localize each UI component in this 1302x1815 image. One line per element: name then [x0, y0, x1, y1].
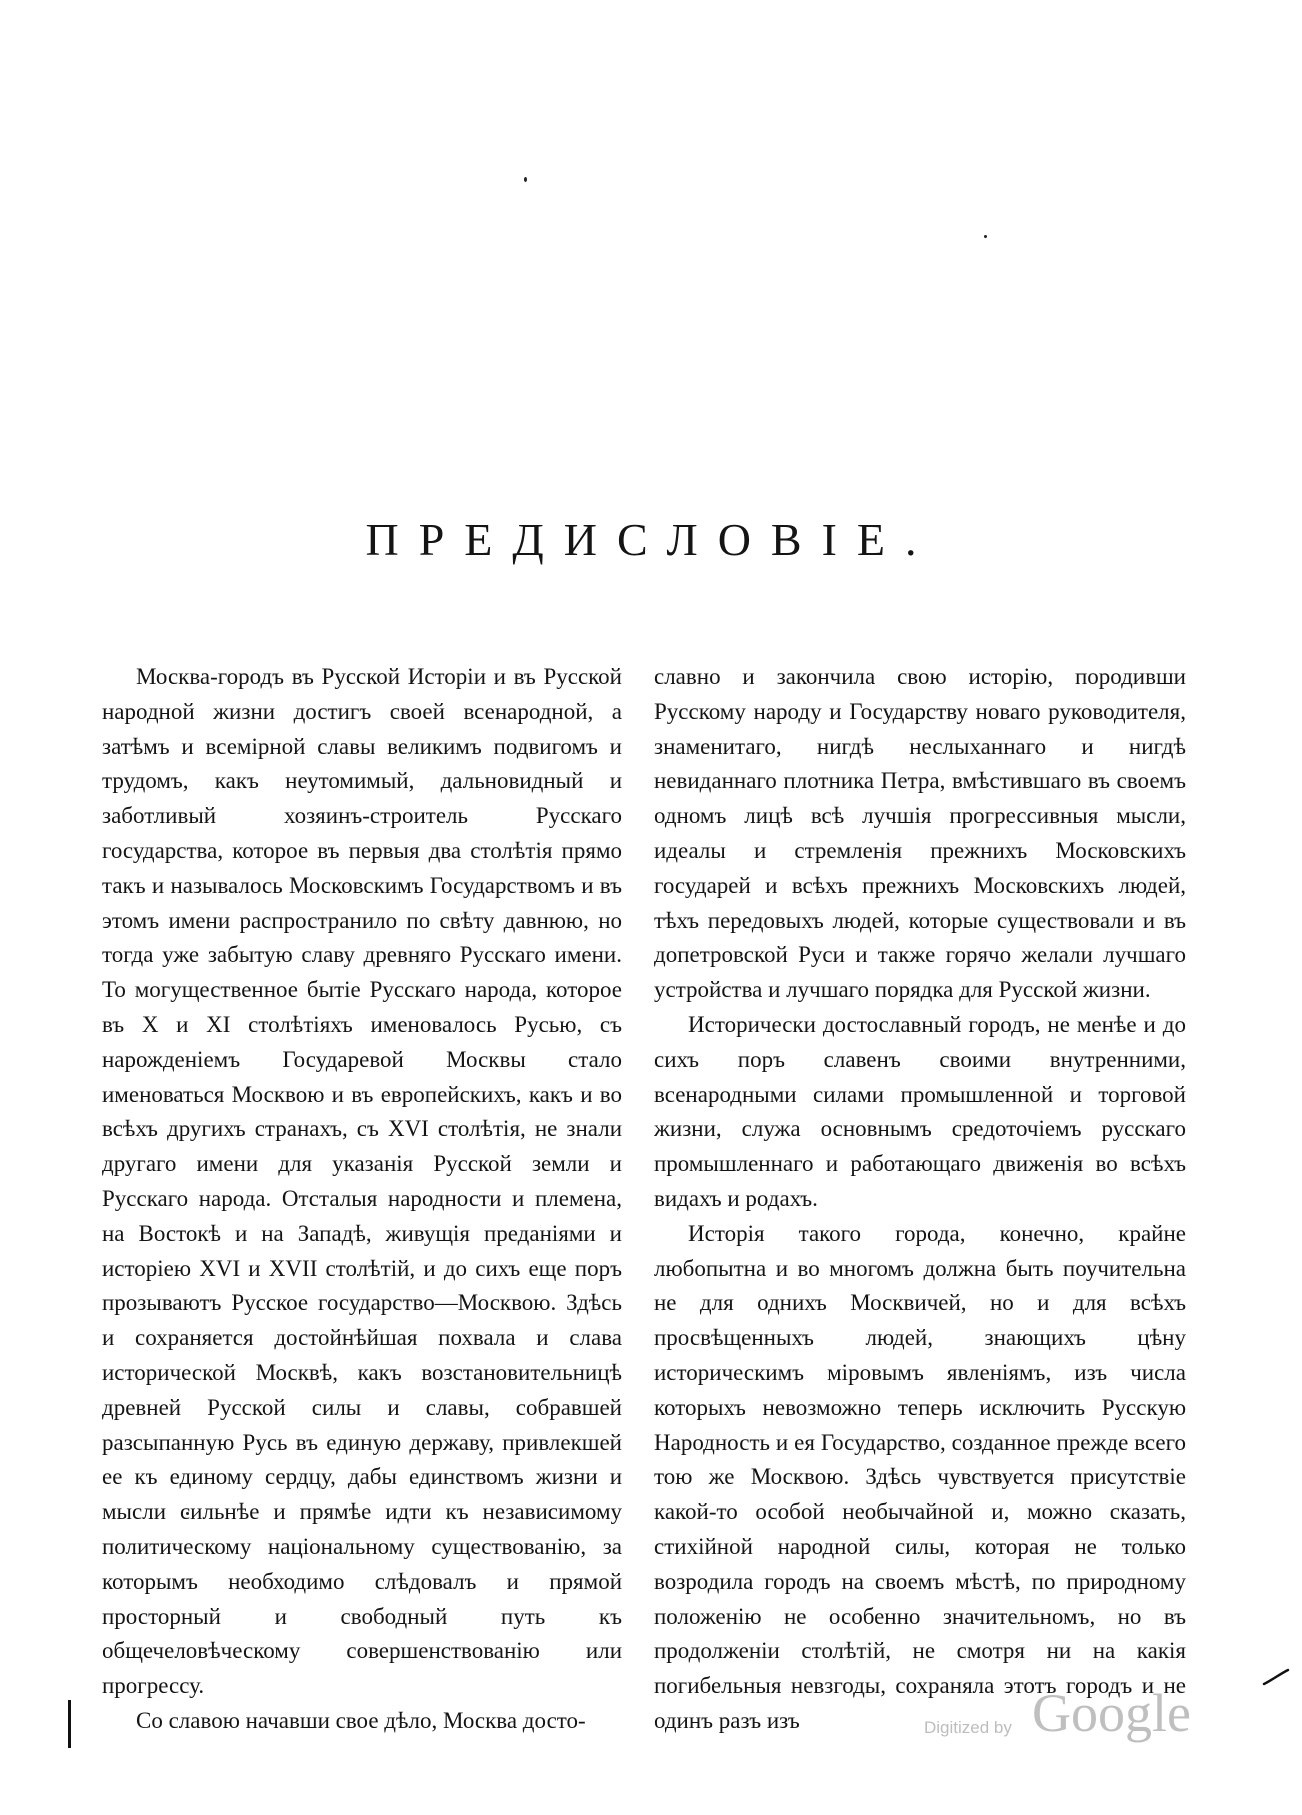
right-text-column — [654, 660, 1186, 1739]
digitized-watermark — [924, 1683, 1194, 1748]
ink-speck — [524, 177, 527, 182]
paragraph: славно и закончила свою исторію, породивши Русскому народу и Государству новаго руководителя, знаменитаго, нигдѣ неслыханнаго и нигдѣ невиданнаго плотника Петра, вмѣстившаго въ своемъ одномъ лицѣ всѣ лучшія прогрессивныя мысли, идеалы и стремленія прежнихъ Московскихъ государей и всѣхъ прежнихъ Московскихъ людей, тѣхъ передовыхъ людей, которые существовали и въ допетровской Руси и также горячо желали лучшаго устройства и лучшаго порядка для Русской жизни. — [654, 664, 1186, 1003]
paragraph: Москва-городъ въ Русской Исторіи и въ Русской народной жизни достигъ своей всенародной, а затѣмъ и всемірной славы великимъ подвигомъ и трудомъ, какъ неутомимый, дальновидный и заботливый хозяинъ-строитель Русскаго государства, которое въ первыя два столѣтія прямо такъ и называлось Московскимъ Государствомъ и въ этомъ имени распространило по свѣту давнюю, но тогда уже забытую славу древняго Русскаго имени. То могущественное бытіе Русскаго народа, которое въ X и XI столѣтіяхъ именовалось Русью, съ нарожденіемъ Государевой Москвы стало именоваться Москвою и въ европейскихъ, какъ и во всѣхъ другихъ странахъ, съ XVI столѣтія, не знали другаго имени для указанія Русской земли и Русскаго народа. Отсталыя народности и племена, на Востокѣ и на Западѣ, живущія преданіями и исторіею XVI и XVII столѣтій, и до сихъ еще поръ прозываютъ Русское государство—Москвою. Здѣсь и сохраняется достойнѣйшая похвала и слава исторической Москвѣ, какъ возстановительницѣ древней Русской силы и славы, собравшей разсыпанную Русь въ единую державу, привлекшей ее къ единому сердцу, дабы единствомъ жизни и мысли сильнѣе и прямѣе идти къ независимому политическому національному существованію, за которымъ необходимо слѣдовалъ и прямой просторный и свободный путь къ общечеловѣческому совершенствованію или прогрессу. — [102, 664, 622, 1699]
watermark-brand: Google — [1032, 1683, 1191, 1743]
paragraph: Исторически достославный городъ, не менѣе и до сихъ поръ славенъ своими внутренними, всенародными силами промышленной и торговой жизни, служа основнымъ средоточіемъ русскаго промышленнаго и работающаго движенія во всѣхъ видахъ и родахъ. — [654, 1011, 1186, 1211]
left-text-column — [102, 660, 622, 1739]
margin-line — [68, 1700, 71, 1748]
paragraph: Исторія такого города, конечно, крайне любопытна и во многомъ должна быть поучительна не для однихъ Москвичей, но и для всѣхъ просвѣщенныхъ людей, знающихъ цѣну историческимъ міровымъ явленіямъ, изъ числа которыхъ невозможно теперь исключить Русскую Народность и ея Государство, созданное прежде всего тою же Москвою. Здѣсь чувствуется присутствіе какой-то особой необычайной и, можно сказать, стихійной народной силы, которая не только возродила городъ на своемъ мѣстѣ, по природному положенію не особенно значительномъ, но въ продолженіи столѣтій, не смотря ни на какія погибельныя невзгоды, сохраняла этотъ городъ и не одинъ разъ изъ — [654, 1220, 1186, 1733]
paragraph: Со славою начавши свое дѣло, Москва досто- — [136, 1707, 586, 1733]
page-title: ПРЕДИСЛОВІЕ. — [365, 514, 937, 565]
pen-stroke-icon — [1262, 1668, 1290, 1686]
ink-speck — [984, 235, 987, 238]
watermark-prefix: Digitized by — [924, 1718, 1012, 1737]
